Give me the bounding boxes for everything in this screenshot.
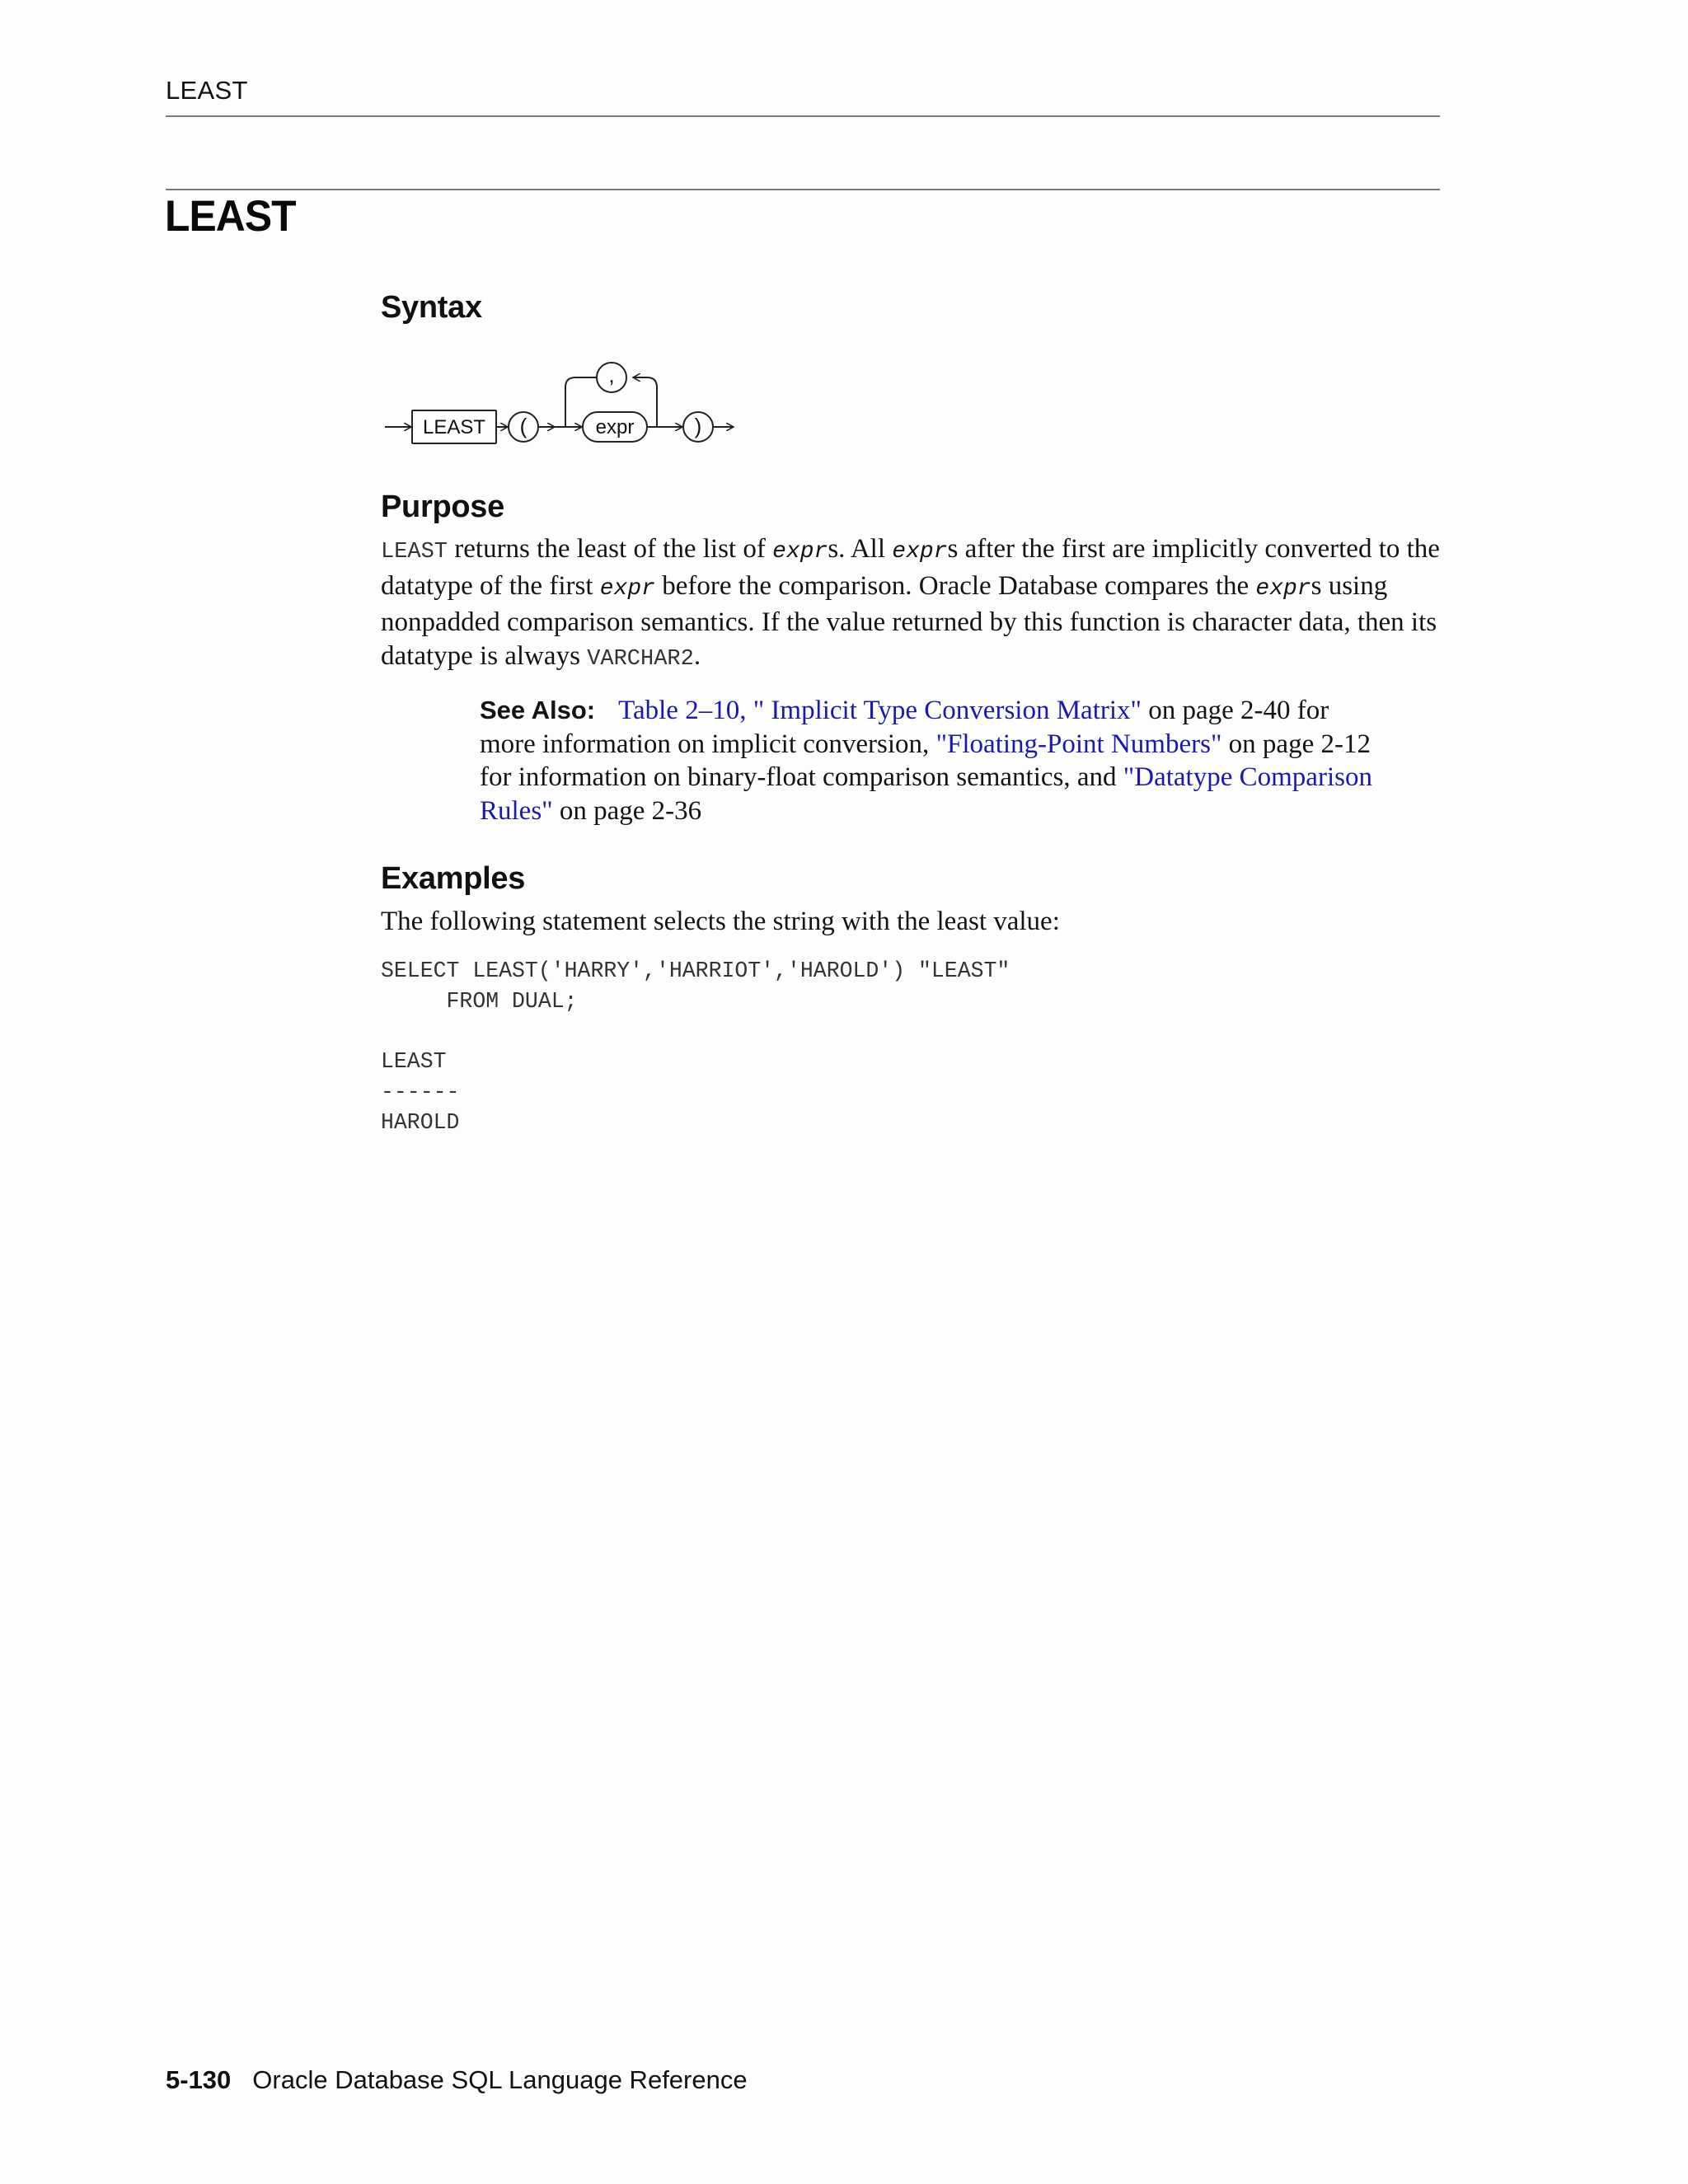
see-also-label: See Also:: [480, 696, 596, 724]
code-example: SELECT LEAST('HARRY','HARRIOT','HAROLD') "LEAST" FROM DUAL; LEAST ------ HAROLD: [381, 958, 1010, 1135]
page-footer: [166, 2065, 748, 2095]
code-varchar2: VARCHAR2: [587, 646, 694, 672]
page-number: 5-130: [166, 2065, 232, 2094]
purpose-heading: Purpose: [381, 490, 504, 524]
link-implicit-conversion-matrix[interactable]: Table 2–10, " Implicit Type Conversion Matrix": [618, 696, 1142, 725]
examples-intro: The following statement selects the string with the least value:: [381, 907, 1060, 936]
link-floating-point-numbers[interactable]: "Floating-Point Numbers": [935, 729, 1222, 759]
open-paren-label: (: [519, 414, 528, 438]
keyword-label: LEAST: [422, 416, 486, 438]
code-least: LEAST: [381, 540, 448, 565]
close-paren-label: ): [694, 414, 702, 438]
syntax-heading: Syntax: [381, 290, 482, 325]
page-title: LEAST: [165, 192, 296, 241]
running-header: LEAST: [166, 76, 248, 105]
see-also-note: See Also: Table 2–10, " Implicit Type Conversion Matrix" on page 2-40 for more information on implicit conversion, "Floating-Point Numbers" on page 2-12 for information on binary-float comparison semantics, and "Datatype Comparison Rules" on page 2-36: [480, 696, 1372, 826]
examples-heading: Examples: [381, 861, 526, 896]
purpose-paragraph: LEAST returns the least of the list of exprs. All exprs after the first are implicitly converted to the datatype of the first expr before the comparison. Oracle Database compares the exprs using nonpadded comparison semantics. If the value returned by this function is character data, then its datatype is always VARCHAR2.: [381, 534, 1440, 672]
book-title: Oracle Database SQL Language Reference: [252, 2065, 748, 2094]
syntax-diagram: [381, 354, 743, 453]
link-datatype-comparison-rules[interactable]: "Datatype Comparison Rules": [480, 762, 1372, 826]
param-label: expr: [595, 416, 635, 438]
separator-label: ,: [608, 363, 615, 387]
title-rule: [166, 189, 1440, 190]
header-rule: [166, 115, 1440, 117]
